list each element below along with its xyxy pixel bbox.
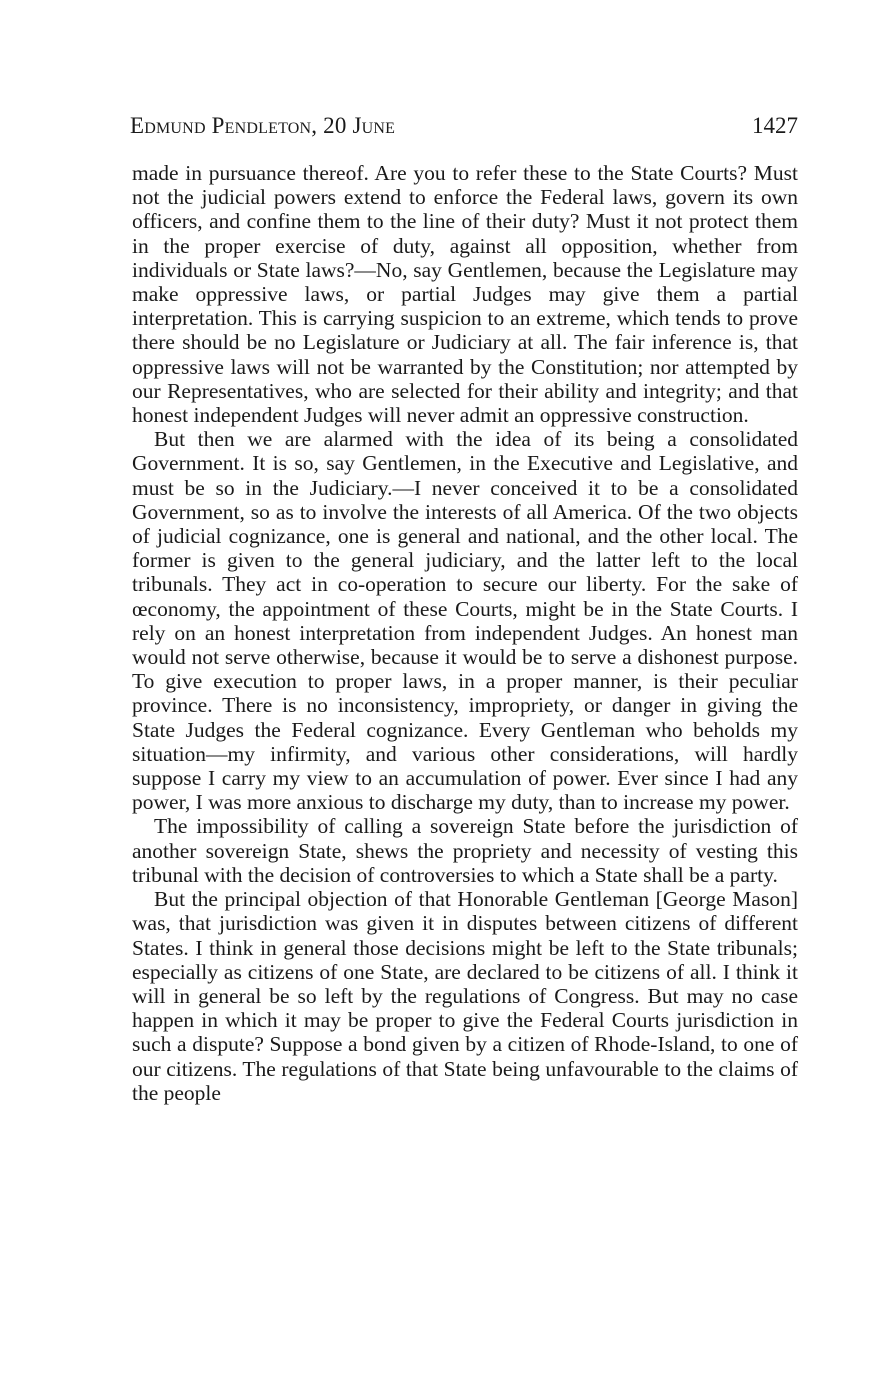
running-title: Edmund Pendleton, 20 June: [130, 113, 396, 138]
paragraph-2: But then we are alarmed with the idea of its being a consolidated Government. It is so, say Gentlemen, in the Executive and Legislative, and must be so in the Judiciary.—I never conceived it to be a consolidated Government, so as to involve the interests of all America. Of the two objects of judicial cognizance, one is general and national, and the other local. The former is given to the general judiciary, and the latter left to the local tribunals. They act in co-operation to secure our liberty. For the sake of œconomy, the appointment of these Courts, might be in the State Courts. I rely on an honest interpretation from independent Judges. An honest man would not serve otherwise, because it would be to serve a dishonest purpose. To give execution to proper laws, in a proper manner, is their peculiar province. There is no inconsistency, impropriety, or danger in giving the State Judges the Federal cognizance. Every Gentleman who beholds my situation—my infirmity, and various other considerations, will hardly suppose I carry my view to an accumulation of power. Ever since I had any power, I was more anxious to discharge my duty, than to increase my power.: [132, 427, 798, 815]
paragraph-3: The impossibility of calling a sovereign State before the jurisdiction of another sovereign State, shews the propriety and necessity of vesting this tribunal with the decision of controversies to which a State shall be a party.: [132, 814, 798, 887]
page-number: 1427: [752, 113, 798, 138]
paragraph-1: made in pursuance thereof. Are you to refer these to the State Courts? Must not the judicial powers extend to enforce the Federal laws, govern its own officers, and confine them to the line of their duty? Must it not protect them in the proper exercise of duty, against all opposition, whether from individuals or State laws?—No, say Gentlemen, because the Legislature may make oppressive laws, or partial Judges may give them a partial interpretation. This is carrying suspicion to an extreme, which tends to prove there should be no Legislature or Judiciary at all. The fair inference is, that oppressive laws will not be warranted by the Constitution; nor attempted by our Representatives, who are selected for their ability and integrity; and that honest independent Judges will never admit an oppressive construction.: [132, 161, 798, 428]
paragraph-4: But the principal objection of that Honorable Gentleman [George Mason] was, that jurisdiction was given it in disputes between citizens of different States. I think in general those decisions might be left to the State tribunals; especially as citizens of one State, are declared to be citizens of all. I think it will in general be so left by the regulations of Congress. But may no case happen in which it may be proper to give the Federal Courts jurisdiction in such a dispute? Suppose a bond given by a citizen of Rhode-Island, to one of our citizens. The regulations of that State being unfavourable to the claims of the people: [132, 887, 798, 1105]
running-head: [130, 113, 798, 145]
body-text: [132, 161, 798, 1105]
